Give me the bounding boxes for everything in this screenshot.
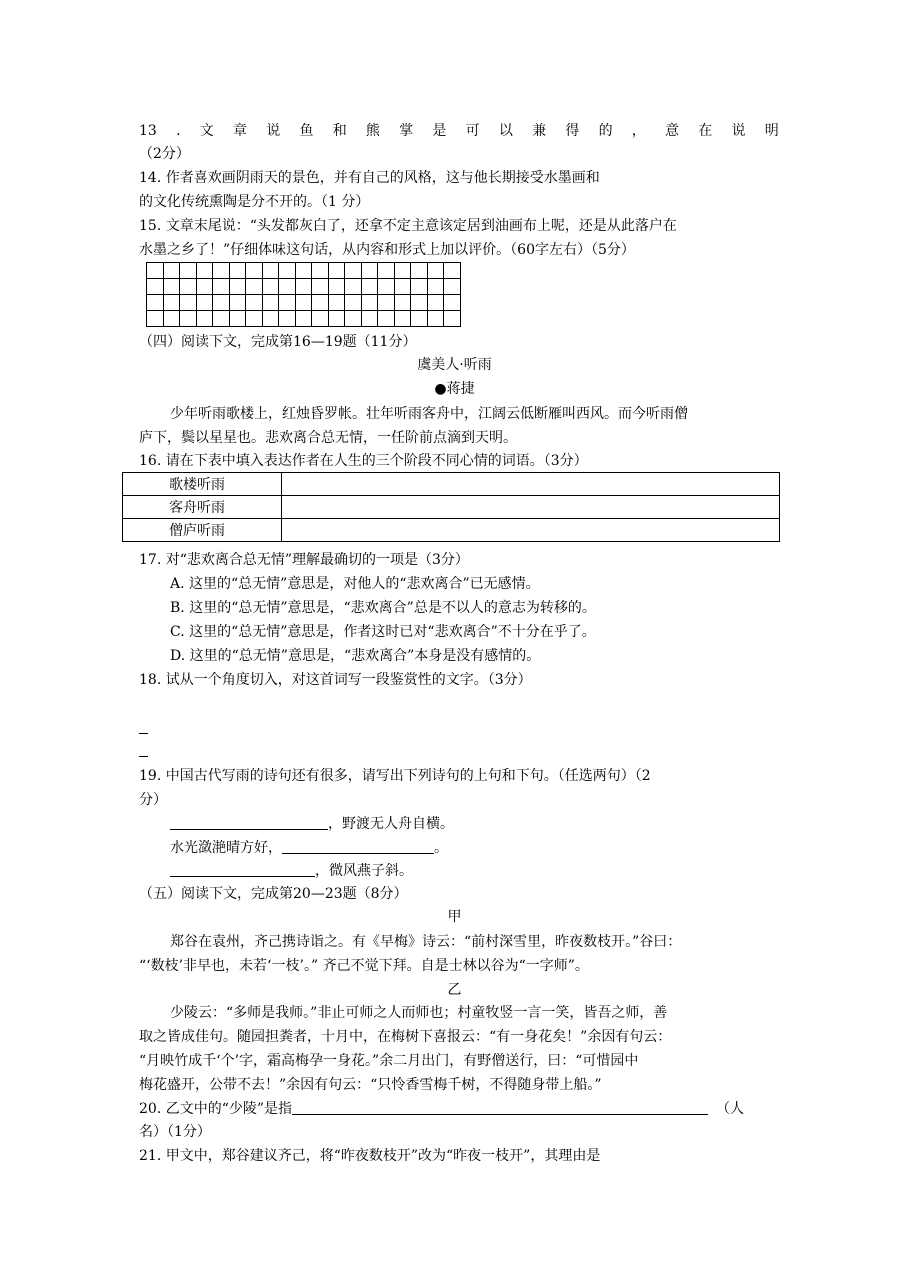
grid-cell[interactable] (295, 311, 312, 327)
q13-char: 说 (731, 123, 746, 139)
q13-char: 在 (698, 123, 713, 139)
grid-row (147, 279, 461, 295)
row-label: 僧庐听雨 (123, 519, 282, 542)
q13-char: 意 (665, 123, 680, 139)
grid-cell[interactable] (180, 295, 197, 311)
grid-cell[interactable] (196, 311, 213, 327)
answer-cell[interactable] (282, 519, 780, 542)
table-row (123, 519, 780, 542)
grid-cell[interactable] (394, 311, 411, 327)
q13-char: 熊 (365, 123, 380, 139)
section4-heading: （四）阅读下文，完成第16—19题（11分） (139, 334, 417, 350)
grid-cell[interactable] (213, 263, 230, 279)
grid-cell[interactable] (180, 263, 197, 279)
q19-line1: 19. 中国古代写雨的诗句还有很多，请写出下列诗句的上句和下句。（任选两句）（2 (139, 768, 651, 784)
table-row (123, 496, 780, 519)
grid-cell[interactable] (163, 295, 180, 311)
grid-cell[interactable] (180, 279, 197, 295)
poem-author: ●蒋捷 (434, 381, 475, 397)
grid-cell[interactable] (427, 263, 444, 279)
yi-line2: 取之皆成佳句。随园担粪者，十月中，在梅树下喜报云：“有一身花矣！”余因有句云： (139, 1029, 672, 1045)
passage-jia-title: 甲 (447, 909, 462, 925)
grid-row (147, 263, 461, 279)
grid-cell[interactable] (394, 295, 411, 311)
fill-blank[interactable] (170, 815, 328, 830)
grid-cell[interactable] (345, 263, 362, 279)
grid-cell[interactable] (394, 263, 411, 279)
q13-char: 明 (764, 123, 779, 139)
grid-cell[interactable] (427, 311, 444, 327)
grid-cell[interactable] (312, 311, 329, 327)
rain-stage-table (122, 472, 780, 542)
q13-char: 可 (465, 123, 480, 139)
grid-cell[interactable] (444, 311, 461, 327)
grid-cell[interactable] (262, 295, 279, 311)
grid-cell[interactable] (295, 295, 312, 311)
yi-line1: 少陵云：“多师是我师。”非止可师之人而师也；村童牧竖一言一笑，皆吾之师，善 (170, 1005, 668, 1021)
q13-char: ， (631, 123, 646, 139)
grid-cell[interactable] (163, 311, 180, 327)
grid-cell[interactable] (295, 263, 312, 279)
grid-cell[interactable] (361, 279, 378, 295)
table-row (123, 473, 780, 496)
grid-cell[interactable] (147, 263, 164, 279)
grid-cell[interactable] (279, 263, 296, 279)
grid-cell[interactable] (361, 295, 378, 311)
jia-line1: 郑谷在袁州，齐己携诗诣之。有《早梅》诗云：“前村深雪里，昨夜数枝开。”谷曰： (170, 934, 682, 950)
grid-cell[interactable] (411, 263, 428, 279)
q13-char: 的 (598, 123, 613, 139)
yi-line4: 梅花盛开，公带不去！”余因有句云：“只怜香雪梅千树，不得随身带上船。” (139, 1077, 602, 1093)
q14-line2: 的文化传统熏陶是分不开的。（1 分） (139, 194, 370, 210)
grid-cell[interactable] (361, 263, 378, 279)
q17-option-c[interactable]: C. 这里的“总无情”意思是，作者这时已对“悲欢离合”不十分在乎了。 (170, 624, 596, 640)
grid-cell[interactable] (262, 279, 279, 295)
grid-cell[interactable] (312, 263, 329, 279)
grid-cell[interactable] (312, 279, 329, 295)
grid-cell[interactable] (328, 295, 345, 311)
q20-line2: 名）（1分） (139, 1124, 211, 1140)
q13-char: 说 (266, 123, 281, 139)
q13-char: 是 (432, 123, 447, 139)
grid-cell[interactable] (229, 279, 246, 295)
grid-cell[interactable] (427, 295, 444, 311)
q17-text: 17. 对“悲欢离合总无情”理解最确切的一项是（3分） (139, 552, 469, 568)
q17-option-b[interactable]: B. 这里的“总无情”意思是，“悲欢离合”总是不以人的意志为转移的。 (170, 600, 596, 616)
grid-cell[interactable] (345, 279, 362, 295)
grid-cell[interactable] (163, 263, 180, 279)
yi-line3: “月映竹成千‘个’字，霜高梅孕一身花。”余二月出门，有野僧送行，曰：“可惜园中 (139, 1053, 639, 1069)
grid-row (147, 311, 461, 327)
answer-cell[interactable] (282, 473, 780, 496)
grid-cell[interactable] (246, 279, 263, 295)
poem-line2: 庐下，鬓以星星也。悲欢离合总无情，一任阶前点滴到天明。 (139, 430, 517, 446)
q15-line1: 15. 文章末尾说：“头发都灰白了，还拿不定主意该定居到油画布上呢，还是从此落户在 (139, 218, 677, 234)
grid-cell[interactable] (411, 295, 428, 311)
q13-char: 鱼 (299, 123, 314, 139)
q13-char: 掌 (399, 123, 414, 139)
q15-line2: 水墨之乡了！”仔细体味这句话，从内容和形式上加以评价。（60字左右）（5分） (139, 242, 635, 258)
grid-cell[interactable] (213, 311, 230, 327)
grid-cell[interactable] (262, 311, 279, 327)
grid-cell[interactable] (345, 295, 362, 311)
grid-cell[interactable] (213, 279, 230, 295)
grid-cell[interactable] (147, 311, 164, 327)
answer-grid[interactable] (146, 262, 461, 327)
grid-cell[interactable] (196, 279, 213, 295)
grid-cell[interactable] (444, 279, 461, 295)
q21-text: 21. 甲文中，郑谷建议齐己，将“昨夜数枝开”改为“昨夜一枝开”，其理由是 (139, 1148, 601, 1164)
grid-cell[interactable] (312, 295, 329, 311)
q19-fill1: ，野渡无人舟自横。 (170, 814, 454, 834)
grid-cell[interactable] (180, 311, 197, 327)
grid-cell[interactable] (147, 295, 164, 311)
grid-cell[interactable] (279, 295, 296, 311)
q20-line1: 20. 乙文中的“少陵”是指 （人 (139, 1101, 745, 1117)
answer-cell[interactable] (282, 496, 780, 519)
poem-line1: 少年听雨歌楼上，红烛昏罗帐。壮年听雨客舟中，江阔云低断雁叫西风。而今听雨僧 (170, 406, 688, 422)
q13-char: 以 (498, 123, 513, 139)
grid-cell[interactable] (411, 311, 428, 327)
grid-cell[interactable] (246, 295, 263, 311)
q19-fill2: 水光潋滟晴方好， 。 (170, 840, 448, 856)
grid-cell[interactable] (427, 279, 444, 295)
grid-cell[interactable] (229, 311, 246, 327)
row-label: 歌楼听雨 (123, 473, 282, 496)
grid-cell[interactable] (163, 279, 180, 295)
grid-cell[interactable] (213, 295, 230, 311)
grid-cell[interactable] (378, 263, 395, 279)
q13-char: 得 (565, 123, 580, 139)
grid-cell[interactable] (361, 311, 378, 327)
grid-cell[interactable] (229, 263, 246, 279)
q17-option-a[interactable]: A. 这里的“总无情”意思是，对他人的“悲欢离合”已无感情。 (170, 576, 540, 592)
passage-yi-title: 乙 (447, 982, 462, 998)
q13-char: . (176, 123, 181, 139)
q13-char: 文 (199, 123, 214, 139)
grid-cell[interactable] (295, 279, 312, 295)
grid-cell[interactable] (394, 279, 411, 295)
grid-cell[interactable] (279, 311, 296, 327)
answer-line[interactable] (139, 733, 148, 734)
q18-text: 18. 试从一个角度切入，对这首词写一段鉴赏性的文字。（3分） (139, 672, 532, 688)
q13-char: 章 (232, 123, 247, 139)
grid-cell[interactable] (378, 311, 395, 327)
grid-cell[interactable] (246, 311, 263, 327)
grid-cell[interactable] (444, 263, 461, 279)
q14-line1: 14. 作者喜欢画阴雨天的景色，并有自己的风格，这与他长期接受水墨画和 (139, 170, 600, 186)
poem-title: 虞美人·听雨 (417, 357, 492, 373)
grid-cell[interactable] (279, 279, 296, 295)
q13-number: 13 (139, 123, 157, 139)
grid-cell[interactable] (196, 295, 213, 311)
grid-cell[interactable] (328, 263, 345, 279)
grid-cell[interactable] (196, 263, 213, 279)
grid-cell[interactable] (328, 311, 345, 327)
grid-cell[interactable] (262, 263, 279, 279)
grid-cell[interactable] (328, 279, 345, 295)
grid-cell[interactable] (378, 279, 395, 295)
grid-cell[interactable] (444, 295, 461, 311)
grid-cell[interactable] (378, 295, 395, 311)
q19-fill3: ，微风燕子斜。 (170, 861, 413, 881)
fill-blank[interactable] (292, 1100, 708, 1115)
jia-line2: “‘数枝’非早也，未若‘一枝’。” 齐己不觉下拜。自是士林以谷为“一字师”。 (139, 958, 589, 974)
q13-line (139, 121, 779, 141)
q16-text: 16. 请在下表中填入表达作者在人生的三个阶段不同心情的词语。（3分） (139, 453, 588, 469)
q13-char: 和 (332, 123, 347, 139)
row-label: 客舟听雨 (123, 496, 282, 519)
q17-option-d[interactable]: D. 这里的“总无情”意思是，“悲欢离合”本身是没有感情的。 (170, 648, 541, 664)
grid-cell[interactable] (246, 263, 263, 279)
q13-score: （2分） (139, 146, 190, 162)
grid-cell[interactable] (229, 295, 246, 311)
grid-row (147, 295, 461, 311)
fill-blank[interactable] (282, 839, 434, 854)
fill-blank[interactable] (170, 862, 315, 877)
q13-char: 兼 (532, 123, 547, 139)
q19-line2: 分） (139, 792, 167, 808)
answer-line[interactable] (139, 756, 148, 757)
grid-cell[interactable] (345, 311, 362, 327)
section5-heading: （五）阅读下文，完成第20—23题（8分） (139, 886, 408, 902)
grid-cell[interactable] (147, 279, 164, 295)
grid-cell[interactable] (411, 279, 428, 295)
